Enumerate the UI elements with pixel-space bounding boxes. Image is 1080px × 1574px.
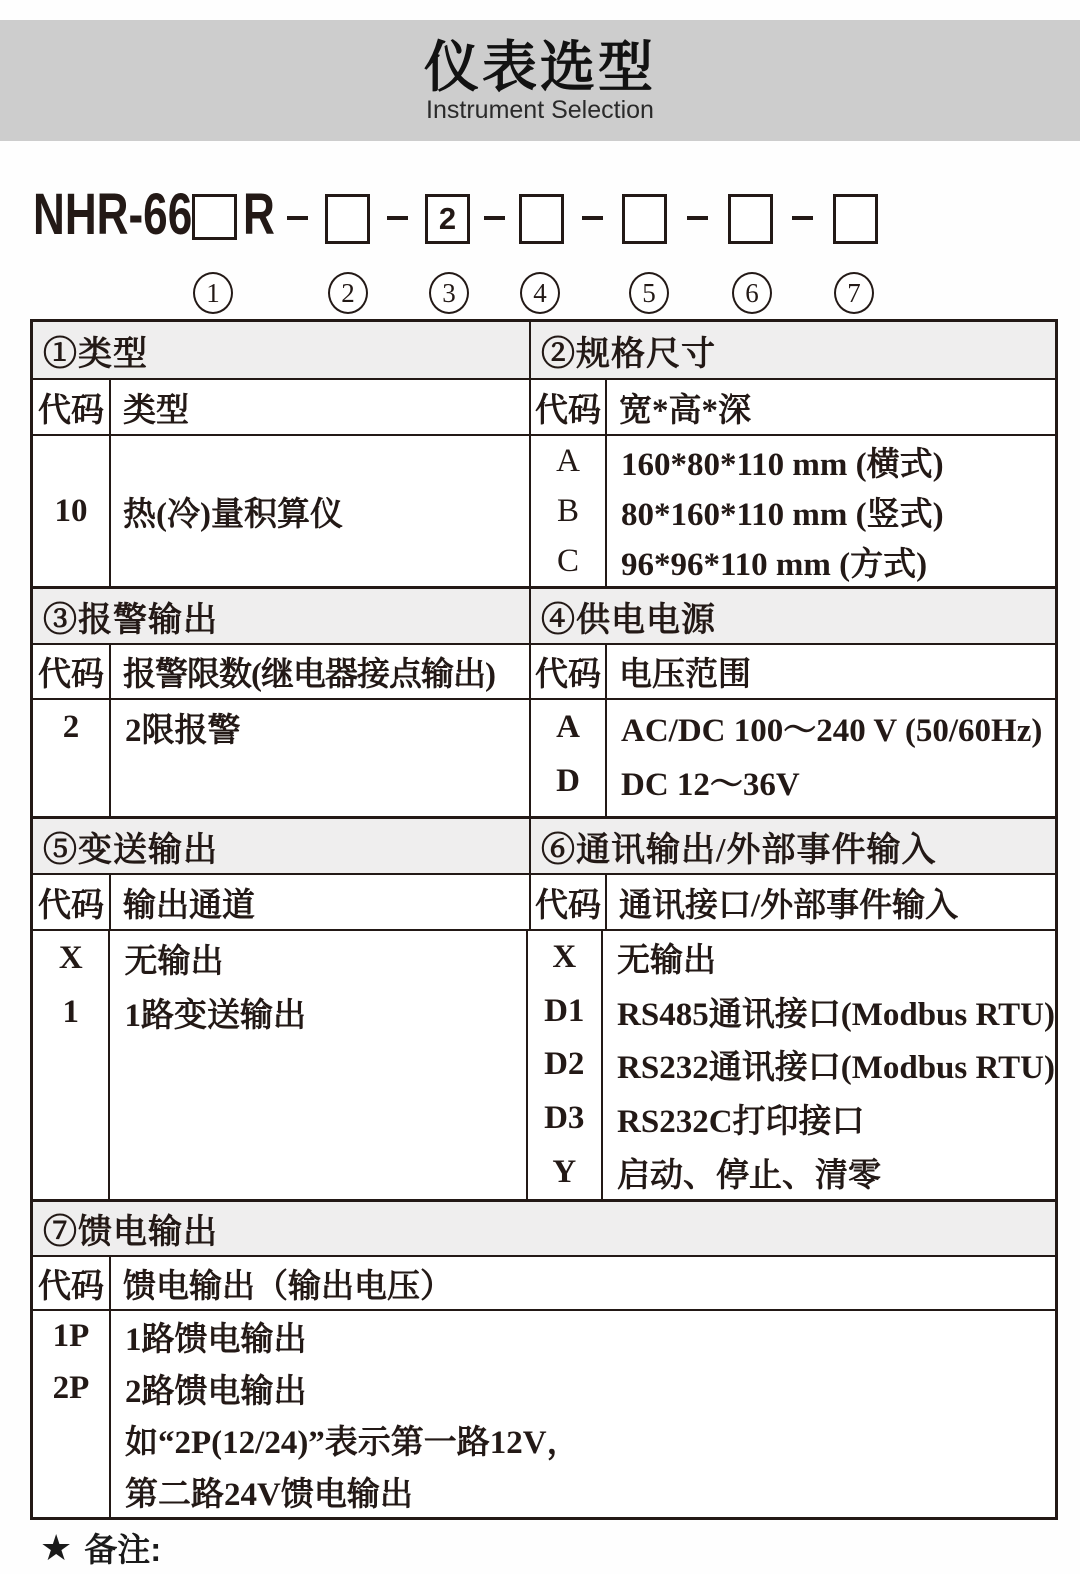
model-box-6	[728, 194, 773, 244]
comm-code: D3	[544, 1100, 585, 1137]
model-box-2	[325, 194, 370, 244]
comm-code: X	[552, 939, 577, 976]
dash-4	[582, 216, 603, 220]
marker-6: 6	[732, 272, 772, 314]
feed-code	[33, 1414, 109, 1466]
feed-desc: 如“2P(12/24)”表示第一路12V，	[125, 1425, 580, 1462]
code-header: 代码	[38, 657, 104, 693]
code-header: 代码	[38, 392, 104, 429]
feed-desc: 1路馈电输出	[125, 1322, 307, 1359]
marker-1: 1	[193, 272, 233, 314]
section-title-power: ④供电电源	[529, 589, 1055, 643]
dash-6	[792, 216, 813, 220]
power-code: A	[556, 708, 580, 745]
code-header: 代码	[38, 1268, 104, 1305]
comm-desc: 无输出	[617, 943, 717, 980]
marker-7: 7	[834, 272, 874, 314]
transmit-desc: 无输出	[124, 943, 224, 980]
page-subtitle: Instrument Selection	[426, 96, 654, 124]
dash-2	[387, 216, 408, 220]
feed-code	[33, 1466, 109, 1518]
power-desc: AC/DC 100～240 V (50/60Hz)	[621, 712, 1043, 749]
section-title-type: ①类型	[33, 322, 529, 378]
comm-code: D1	[544, 992, 585, 1029]
data-row-type-size	[33, 434, 1055, 586]
marker-2: 2	[328, 272, 368, 314]
code-header: 代码	[535, 887, 601, 924]
marker-4: 4	[520, 272, 560, 314]
model-code-line	[0, 182, 1080, 317]
section-title-size: ②规格尺寸	[529, 322, 1055, 378]
column-header-row-2	[33, 643, 1055, 698]
feed-header: 馈电输出（输出电压）	[123, 1268, 453, 1305]
column-header-row-1	[33, 378, 1055, 434]
size-desc: 160*80*110 mm (横式)	[621, 447, 944, 484]
comm-desc: RS232通讯接口(Modbus RTU)	[617, 1050, 1055, 1087]
type-code: 10	[54, 492, 88, 529]
star-icon: ★	[40, 1526, 73, 1568]
size-code: A	[556, 443, 580, 480]
type-header: 类型	[123, 392, 189, 429]
size-desc: 80*160*110 mm (竖式)	[621, 497, 944, 533]
model-box-5	[622, 194, 667, 244]
feed-desc: 2路馈电输出	[125, 1373, 307, 1410]
model-r: R	[243, 182, 275, 247]
power-desc: DC 12～36V	[621, 766, 800, 803]
section-title-feed: ⑦馈电输出	[33, 1202, 1055, 1255]
size-code: B	[556, 493, 579, 529]
data-row-transmit-comm	[33, 929, 1055, 1199]
dash-3	[484, 216, 505, 220]
section-header-row-3	[33, 816, 1055, 873]
model-box-1	[192, 194, 237, 240]
section-header-row-4	[33, 1199, 1055, 1255]
feed-code: 2P	[52, 1369, 90, 1406]
size-code: C	[556, 542, 579, 579]
comm-header: 通讯接口/外部事件输入	[619, 887, 959, 924]
size-desc: 96*96*110 mm (方式)	[621, 546, 928, 583]
size-header: 宽*高*深	[619, 392, 751, 429]
alarm-code: 2	[62, 708, 80, 745]
feed-code: 1P	[52, 1318, 90, 1355]
data-row-feed	[33, 1309, 1055, 1517]
marker-5: 5	[629, 272, 669, 314]
model-box-3: 2	[425, 194, 470, 244]
alarm-header: 报警限数(继电器接点输出)	[123, 657, 495, 693]
comm-desc: 启动、停止、清零	[617, 1157, 882, 1194]
comm-code: Y	[552, 1153, 577, 1190]
model-box-4	[519, 194, 564, 244]
comm-desc: RS485通讯接口(Modbus RTU)	[617, 996, 1055, 1033]
remark-line	[40, 1524, 161, 1571]
data-row-alarm-power	[33, 698, 1055, 816]
selection-table	[30, 319, 1058, 1520]
marker-3: 3	[429, 272, 469, 314]
alarm-desc: 2限报警	[125, 712, 241, 749]
section-title-alarm: ③报警输出	[33, 589, 529, 643]
power-code: D	[556, 762, 580, 799]
remark-label: 备注:	[84, 1531, 162, 1568]
channel-header: 输出通道	[123, 887, 255, 924]
section-header-row-2	[33, 586, 1055, 643]
code-header: 代码	[535, 392, 601, 429]
feed-desc: 第二路24V馈电输出	[125, 1476, 413, 1513]
column-header-row-3	[33, 873, 1055, 929]
comm-code: D2	[544, 1046, 585, 1083]
model-box-7	[833, 194, 878, 244]
dash-5	[687, 216, 708, 220]
title-banner	[0, 20, 1080, 141]
code-header: 代码	[535, 657, 601, 693]
comm-desc: RS232C打印接口	[617, 1104, 865, 1141]
section-title-comm: ⑥通讯输出/外部事件输入	[529, 819, 1055, 873]
transmit-code: 1	[62, 993, 79, 1030]
transmit-code: X	[58, 939, 83, 976]
column-header-row-4	[33, 1255, 1055, 1309]
model-prefix: NHR-66	[33, 182, 193, 247]
dash-1	[287, 216, 308, 220]
section-title-transmit: ⑤变送输出	[33, 819, 529, 873]
transmit-desc: 1路变送输出	[124, 997, 306, 1034]
section-header-row-1	[33, 322, 1055, 378]
code-header: 代码	[38, 887, 104, 924]
type-desc: 热(冷)量积算仪	[123, 496, 343, 533]
voltage-header: 电压范围	[619, 657, 751, 693]
page-title: 仪表选型	[423, 36, 656, 98]
